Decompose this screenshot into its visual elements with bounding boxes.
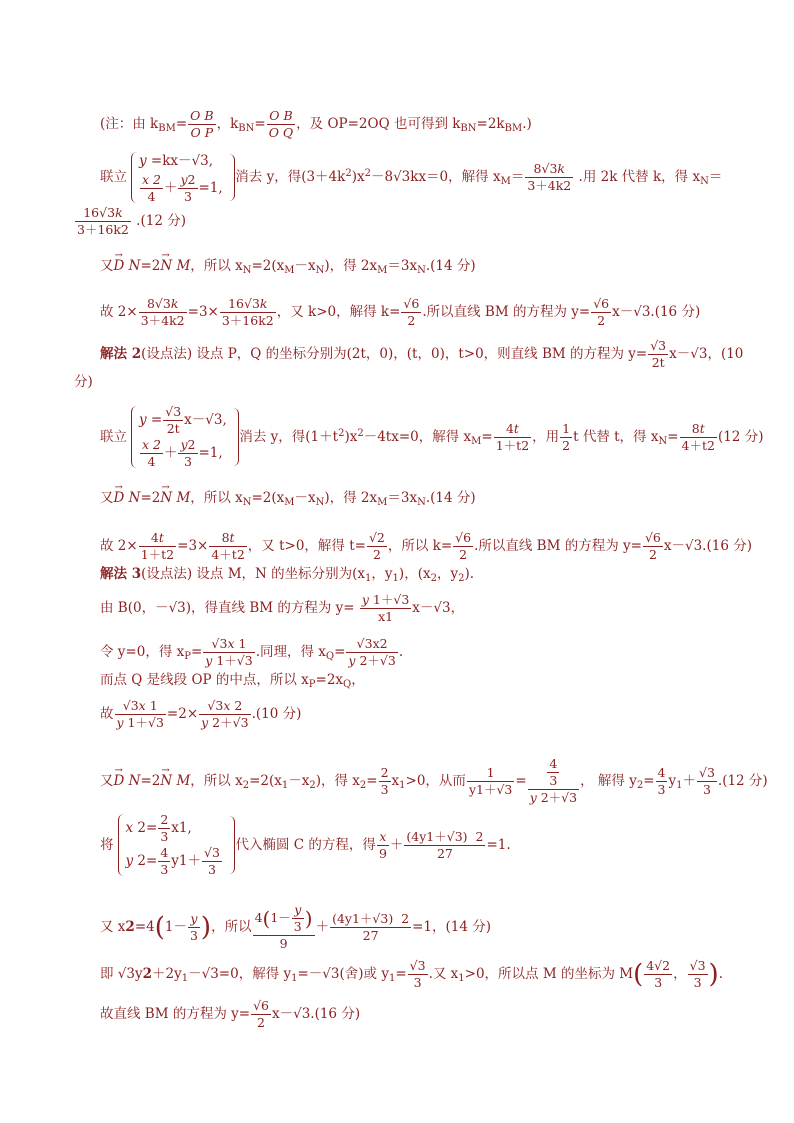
- method3-midpoint-line: 而点 Q 是线段 OP 的中点，所以 $x_P=2x_Q$，: [100, 672, 365, 690]
- method1-xn-line: $\frac{16√3k}{3+16k2}$ .(12 分): [77, 205, 186, 237]
- method3-solve-line: 即 $√3y2+2y_1-√3=0$，解得 $y_1=-√3$(舍)或 $y_1=$ $\frac{√3}{3}$ .又 $x_1>0$，所以点 M 的坐标为 M( $\frac{4√2}{3}$ ， $\frac{√3}{3}$ ).: [100, 958, 723, 990]
- method2-result-line: 故 2× $\frac{4t}{1+t2}$ =3× $\frac{8t}{4+t2}$ ，又 t>0，解得 t= $\frac{√2}{2}$ ，所以 k= $\frac{√6}{2}$ .所以直线 BM 的方程为 y= $\frac{√6}{2}$ x－√3.(16 分): [100, 530, 752, 562]
- method3-ratio-line: 故 $\frac{√3x 1}{y 1+√3}$ =2× $\frac{√3x 2}{y 2+√3}$ .(10 分): [100, 698, 302, 730]
- method3-line-bm: 由 B(0，－√3)，得直线 BM 的方程为 y= $\frac{y 1+√3}{x1}$ x－√3，: [100, 592, 465, 624]
- method2-header-line: 解法 2(设点法) 设点 P，Q 的坐标分别为(2t，0)，(t，0)，t>0，则直线 BM 的方程为 y= $\frac{√3}{2t}$ x－√3，(10: [100, 338, 744, 370]
- method1-system-line: 联立 y =kx－√3, $\frac{x 2}{4}$ ＋ $\frac{y2}{3}$ =1, 消去 y，得$(3+4k^2)x^2-8√3kx=0$，解得 $x_M=$ $\frac{8√3k}{3+4k2}$ .用 2k 代替 k，得 $x_N=$: [100, 150, 754, 205]
- method2-vector-line: 又→ D N=2→ N M，所以 $x_N=2(x_M-x_N)$，得 $2x_M=3x_N.(14$ 分): [100, 488, 754, 513]
- method3-xp-line: 令 y=0，得 $x_P=$ $\frac{√3x 1}{y 1+√3}$ .同理，得 $x_Q=$ $\frac{√3x2}{y 2+√3}$ .: [100, 636, 404, 668]
- method1-vector-line: 又→ D N=2→ N M，所以 $x_N=2(x_M-x_N)$，得 $2x_M=3x_N.(14$ 分): [100, 256, 754, 281]
- method3-result-line: 故直线 BM 的方程为 y= $\frac{√6}{2}$ x－√3.(16 分): [100, 998, 361, 1030]
- method1-result-line: 故 2× $\frac{8√3k}{3+4k2}$ =3× $\frac{16√3k}{3+16k2}$ ，又 k>0，解得 k= $\frac{√6}{2}$ .所以直线 BM 的方程为 y= $\frac{√6}{2}$ x－√3.(16 分): [100, 296, 701, 328]
- method3-x2-line: 又 x2=4(1－ $\frac{y}{3}$ )，所以 4(1－ $\frac{y}{3}$ ) 9 ＋ $\frac{(4y1+√3) 2}{27}$ =1，(14 分): [100, 902, 492, 951]
- method3-header-line: 解法 3(设点法) 设点 M，N 的坐标分别为($x_1$，$y_1$)，($x_2$，$y_2$).: [100, 566, 475, 584]
- method2-header-cont: [74, 372, 754, 392]
- note-line: (注：由 $k_{BM}=$ $\frac{\text{O B}}{\text{O P}}$ ，$k_{BN}=$ $\frac{\text{O B}}{\text{O Q}}$ ，及 OP=2OQ 也可得到 $k_{BN}=2k_{BM}$.): [100, 108, 532, 140]
- method3-substitute-line: 将 x 2= $\frac{2}{3}$ x1, y 2= $\frac{4}{3}$ y1＋ $\frac{√3}{3}$ 代入椭圆 C 的方程，得 $\frac{x}{9}$ ＋ $\frac{(4y1+√3) 2}{27}$ =1.: [100, 812, 511, 877]
- method3-vector-line: 又→ D N=2→ N M，所以 $x_2=2(x_1-x_2)$，得 $x_2=$ $\frac{2}{3}$ $x_1>0$，从而 $\frac{1}{y1+√3}$ = $\frac{\frac{4}{3}}{y 2+√3}$ ， 解得 $y_2=$ $\frac{4}{3}$ $y_1+$ $\frac{√3}{3}$ .(12 分): [100, 756, 754, 806]
- line-6-text: 分): [74, 374, 93, 390]
- method2-system-line: 联立 y = $\frac{√3}{2t}$ x－√3, $\frac{x 2}{4}$ ＋ $\frac{y2}{3}$ =1, 消去 y，得$(1+t^2)x^2-4tx=0$，解得 $x_M=$ $\frac{4t}{1+t2}$ ，用 $\frac{1}{2}$ t 代替 t，得 $x_N=$ $\frac{8t}{4+t2}$ (12 分): [100, 404, 764, 469]
